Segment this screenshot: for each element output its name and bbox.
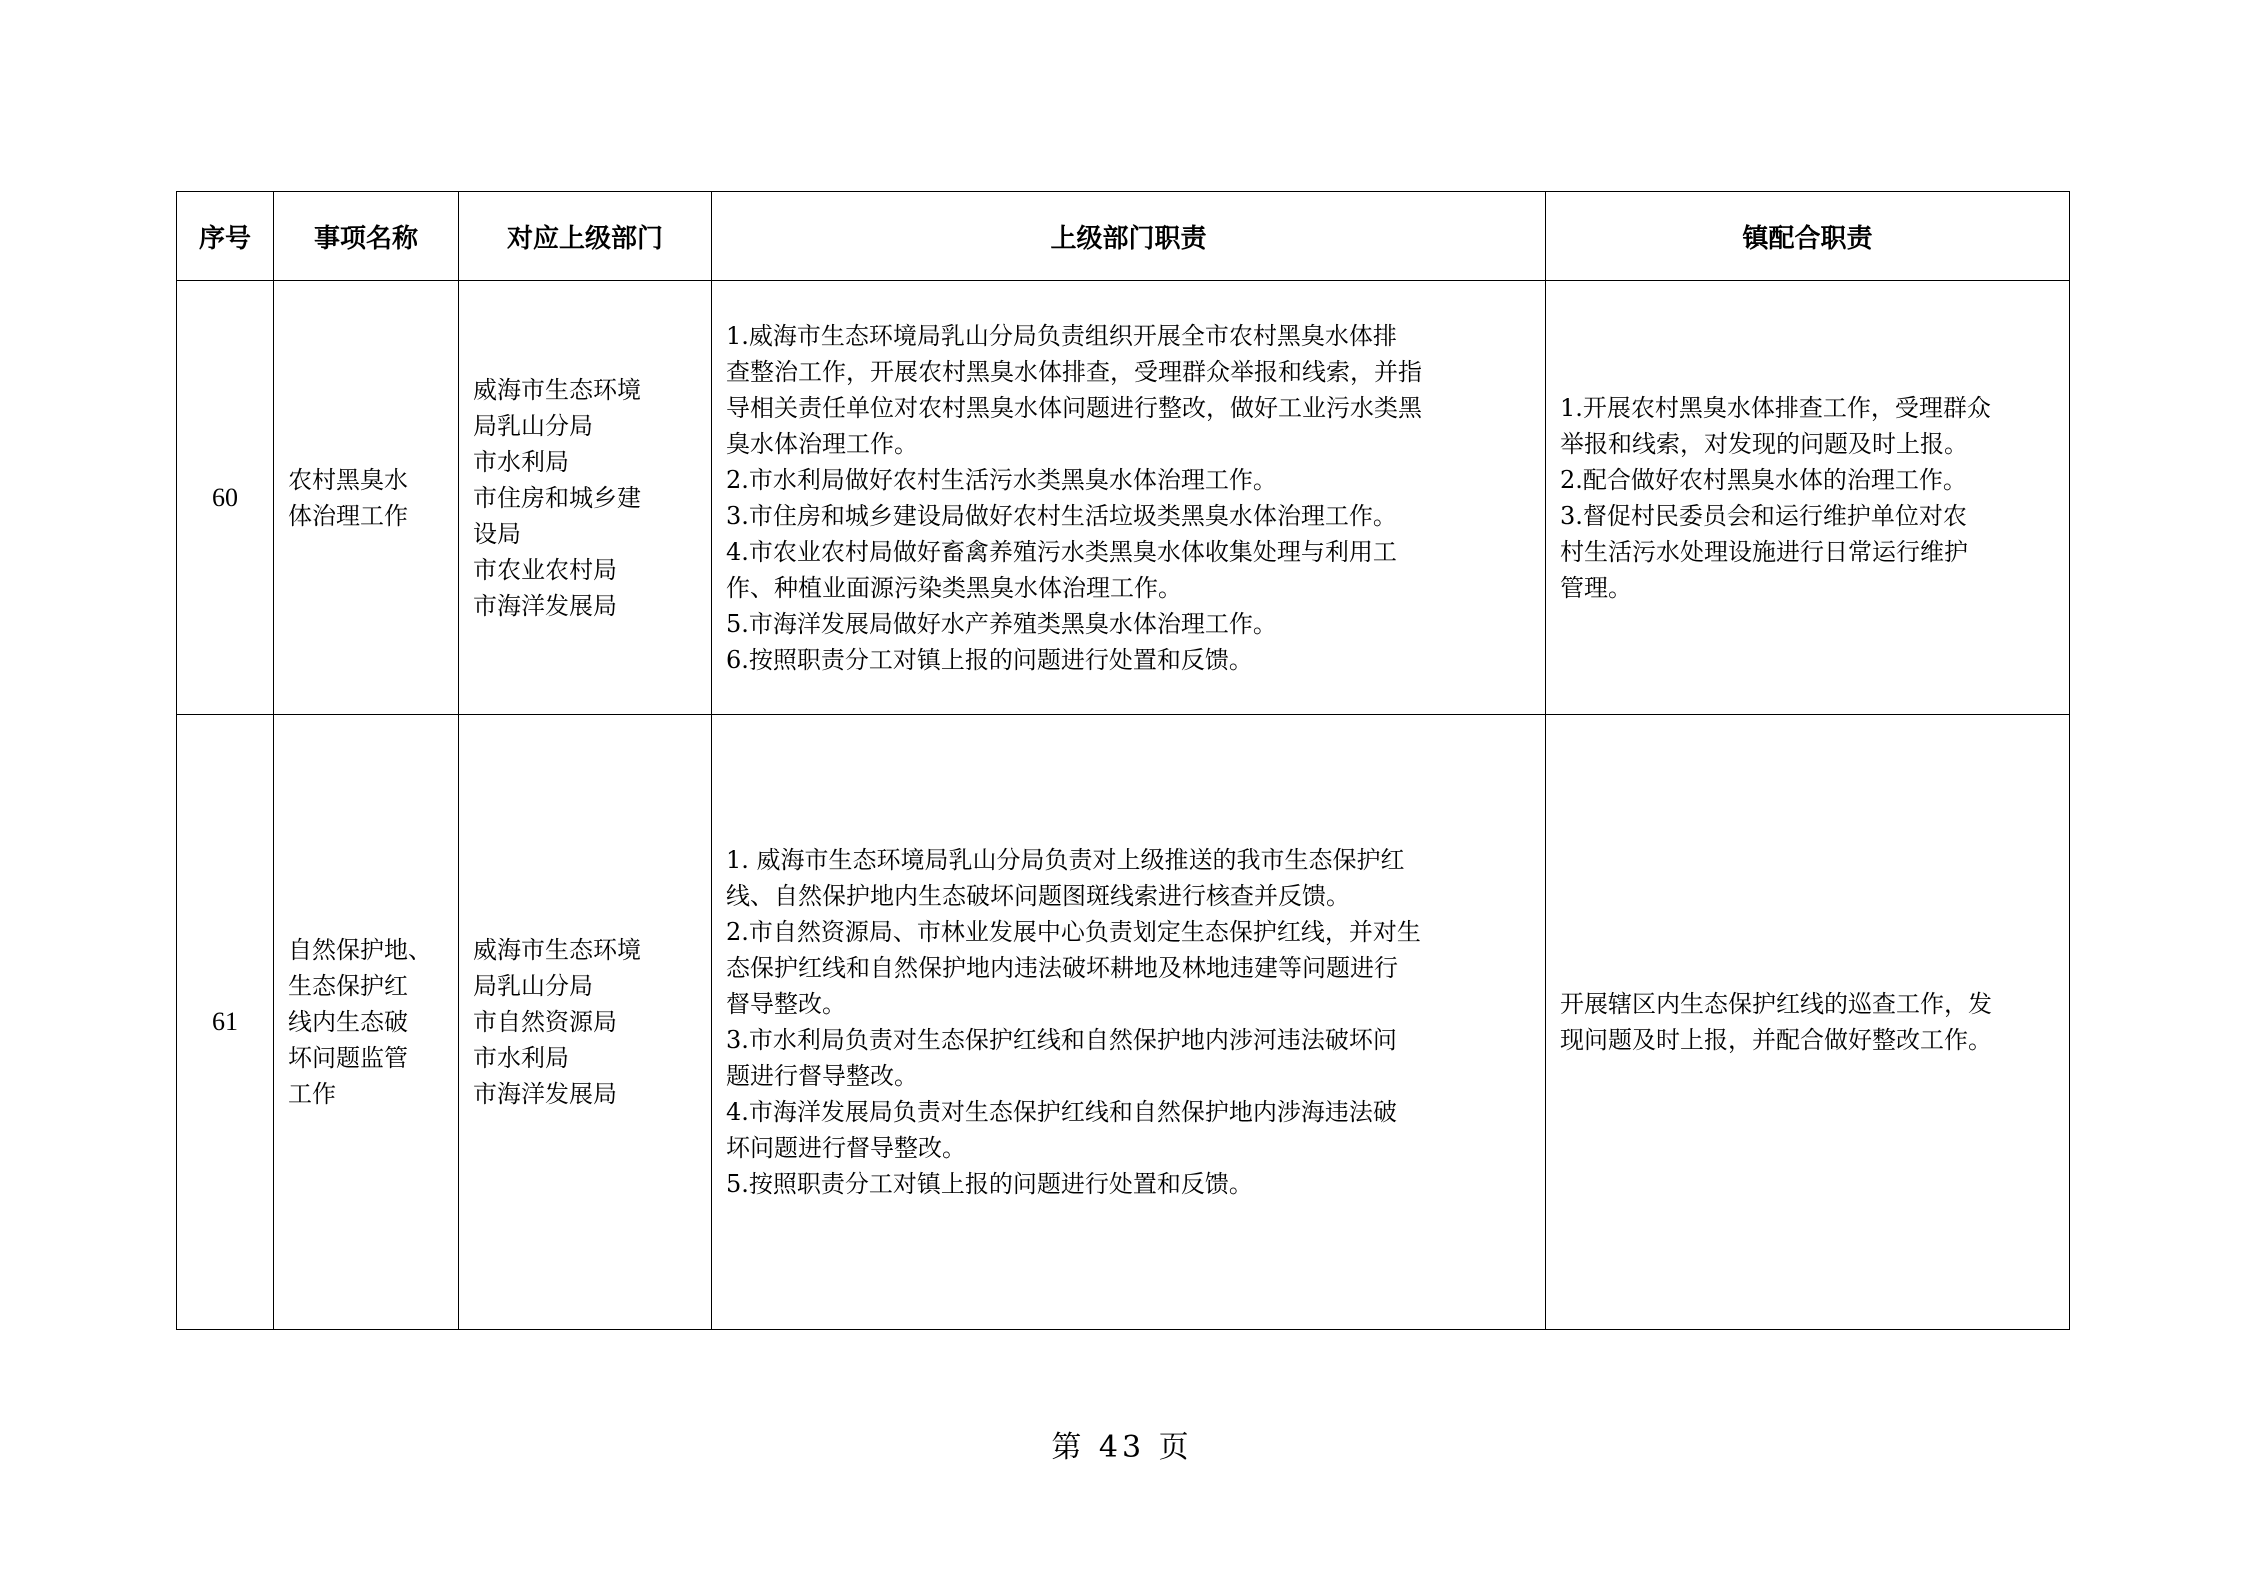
page-number: 第 43 页 (1051, 1430, 1193, 1465)
table-row (177, 715, 2070, 1330)
duty-item: 3.市住房和城乡建设局做好农村生活垃圾类黑臭水体治理工作。 (726, 501, 1397, 530)
duty-item: 1.威海市生态环境局乳山分局负责组织开展全市农村黑臭水体排 查整治工作，开展农村黑臭水体排查，受理群众举报和线索，并指 导相关责任单位对农村黑臭水体问题进行整改，做好工业污水类黑 臭水体治理工作。 (726, 321, 1422, 458)
duty-item: 2.市自然资源局、市林业发展中心负责划定生态保护红线，并对生 态保护红线和自然保护地内违法破坏耕地及林地违建等问题进行 督导整改。 (726, 918, 1421, 1018)
header-number: 序号 (177, 192, 274, 281)
table-row (177, 281, 2070, 715)
town-duty-item: 开展辖区内生态保护红线的巡查工作，发 现问题及时上报，并配合做好整改工作。 (1560, 990, 1992, 1054)
header-departments: 对应上级部门 (459, 192, 712, 281)
duty-item: 4.市海洋发展局负责对生态保护红线和自然保护地内涉海违法破 坏问题进行督导整改。 (726, 1098, 1397, 1162)
duty-item: 5.市海洋发展局做好水产养殖类黑臭水体治理工作。 (726, 609, 1277, 638)
item-name-text: 自然保护地、 生态保护红 线内生态破 坏问题监管 工作 (288, 936, 432, 1108)
duty-item: 4.市农业农村局做好畜禽养殖污水类黑臭水体收集处理与利用工 作、种植业面源污染类黑臭水体治理工作。 (726, 537, 1397, 602)
header-duties: 上级部门职责 (712, 192, 1546, 281)
header-item-name: 事项名称 (274, 192, 459, 281)
item-name (274, 715, 459, 1330)
departments (459, 715, 712, 1330)
departments-text: 威海市生态环境 局乳山分局 市自然资源局 市水利局 市海洋发展局 (473, 936, 641, 1108)
duty-item: 5.按照职责分工对镇上报的问题进行处置和反馈。 (726, 1170, 1253, 1198)
duty-item: 1. 威海市生态环境局乳山分局负责对上级推送的我市生态保护红 线、自然保护地内生态破坏问题图斑线索进行核查并反馈。 (726, 846, 1405, 910)
row-number: 60 (177, 281, 274, 715)
town-duties (1546, 715, 2070, 1330)
town-duty-item: 1.开展农村黑臭水体排查工作，受理群众 举报和线索，对发现的问题及时上报。 (1560, 393, 1991, 458)
row-number: 61 (177, 715, 274, 1330)
department-duties (712, 281, 1546, 715)
duty-item: 6.按照职责分工对镇上报的问题进行处置和反馈。 (726, 645, 1253, 674)
town-duty-item: 3.督促村民委员会和运行维护单位对农 村生活污水处理设施进行日常运行维护 管理。 (1560, 501, 1968, 602)
duty-item: 2.市水利局做好农村生活污水类黑臭水体治理工作。 (726, 465, 1277, 494)
departments (459, 281, 712, 715)
table-header-row (177, 192, 2070, 281)
duty-item: 3.市水利局负责对生态保护红线和自然保护地内涉河违法破坏问 题进行督导整改。 (726, 1026, 1397, 1090)
town-duties (1546, 281, 2070, 715)
departments-text: 威海市生态环境 局乳山分局 市水利局 市住房和城乡建 设局 市农业农村局 市海洋发展局 (473, 375, 641, 620)
town-duty-item: 2.配合做好农村黑臭水体的治理工作。 (1560, 465, 1967, 494)
responsibility-table (176, 191, 2070, 1330)
department-duties (712, 715, 1546, 1330)
item-name-text: 农村黑臭水 体治理工作 (288, 465, 408, 530)
header-town-duties: 镇配合职责 (1546, 192, 2070, 281)
item-name (274, 281, 459, 715)
